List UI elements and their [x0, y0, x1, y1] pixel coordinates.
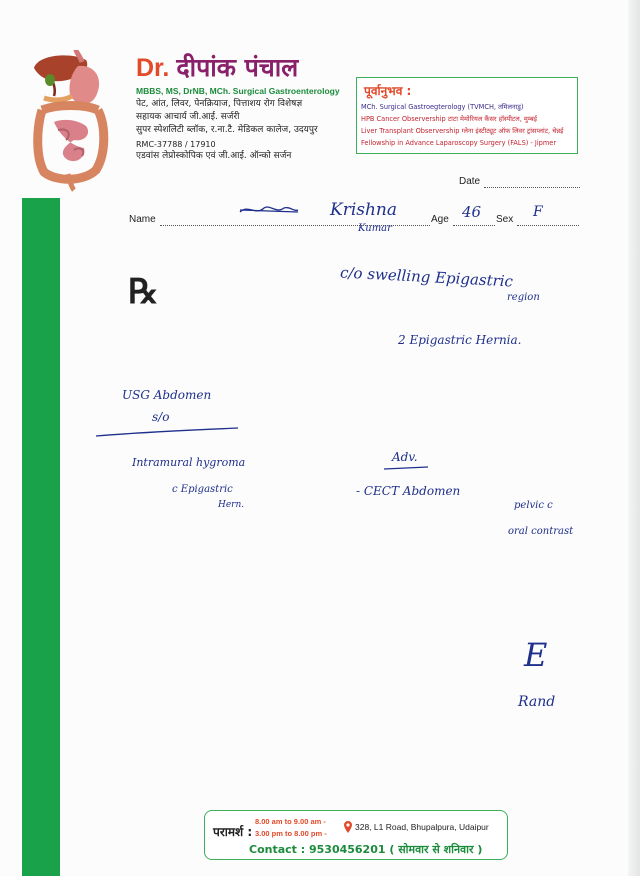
date-label: Date — [459, 176, 481, 187]
doctor-specialty: पेट, आंत, लिवर, पेनक्रियाज, पित्ताशय रोग विशेषज्ञ — [136, 99, 303, 109]
usg-line: USG Abdomen — [122, 388, 212, 402]
complaint-line: region — [507, 292, 540, 303]
usg-line: s/o — [152, 410, 170, 424]
experience-box — [356, 77, 578, 154]
age-label: Age — [431, 214, 449, 225]
signature-mark: E — [524, 636, 548, 674]
contact-number[interactable]: Contact : 9530456201 ( सोमवार से शनिवार ) — [249, 843, 483, 856]
underline-stroke — [382, 464, 432, 472]
sex-label: Sex — [496, 214, 514, 225]
finding-line: Intramural hygroma — [132, 456, 246, 469]
page-edge-shadow — [628, 0, 640, 876]
consultation-time: 3.00 pm to 8.00 pm - — [255, 829, 327, 838]
advice-label: Adv. — [392, 450, 418, 464]
finding-line: c Epigastric — [172, 484, 233, 495]
doctor-hospital: सुपर स्पेशलिटी ब्लॉक, र.ना.टै. मेडिकल कालेज, उदयपुर — [136, 125, 318, 135]
experience-line: HPB Cancer Observership टाटा मेमोरियल कैंसर हॉस्पीटल, मुम्बई — [361, 115, 538, 123]
consultation-time: 8.00 am to 9.00 am - — [255, 817, 326, 826]
underline-stroke — [94, 426, 240, 438]
advice-line: pelvic c — [514, 500, 553, 511]
consultation-footer — [204, 810, 508, 860]
rx-symbol: ℞ — [128, 272, 159, 312]
consultation-label: परामर्श : — [213, 825, 253, 839]
clinic-address: 328, L1 Road, Bhupalpura, Udaipur — [355, 822, 489, 832]
patient-sex: F — [533, 204, 543, 220]
location-pin-icon — [343, 820, 353, 834]
experience-line: Fellowship in Advance Laparoscopy Surgery (FALS) - Jipmer — [361, 139, 557, 147]
digestive-system-icon — [28, 50, 112, 192]
doctor-prefix: Dr. — [136, 54, 170, 82]
doctor-position: सहायक आचार्य जी.आई. सर्जरी — [136, 112, 240, 122]
date-field[interactable] — [484, 186, 580, 188]
doctor-name: दीपांक पंचाल — [176, 53, 299, 82]
sex-field[interactable] — [517, 224, 579, 226]
complaint-line: c/o swelling Epigastric — [339, 263, 514, 291]
green-side-bar — [22, 198, 60, 876]
doctor-advanced: एडवांस लेप्रोस्कोपिक एवं जी.आई. ऑन्को सर्जन — [136, 151, 292, 161]
advice-line: - CECT Abdomen — [356, 484, 461, 498]
doctor-qualifications: MBBS, MS, DrNB, MCh. Surgical Gastroenterology — [136, 86, 340, 96]
name-label: Name — [129, 214, 156, 225]
doctor-title — [136, 54, 298, 82]
experience-line: MCh. Surgical Gastroegterology (TVMCH, तमिलनाडु) — [361, 103, 524, 111]
struck-name-scribble — [236, 200, 302, 220]
patient-name: Krishna — [330, 200, 398, 220]
diagnosis-line: 2 Epigastric Hernia. — [398, 333, 522, 347]
patient-age: 46 — [462, 203, 482, 221]
finding-line: Hern. — [218, 500, 245, 510]
age-field[interactable] — [453, 224, 495, 226]
signature: Rand — [518, 694, 556, 710]
patient-name-sub: Kumar — [358, 223, 392, 234]
experience-line: Liver Transplant Observership ग्लेना इंस्टीट्यूट ऑफ लिवर ट्रांसप्लांट, चेन्नई — [361, 127, 564, 135]
experience-title: पूर्वानुभव : — [364, 84, 412, 98]
rmc-number: RMC-37788 / 17910 — [136, 140, 216, 149]
advice-line: oral contrast — [508, 526, 574, 537]
